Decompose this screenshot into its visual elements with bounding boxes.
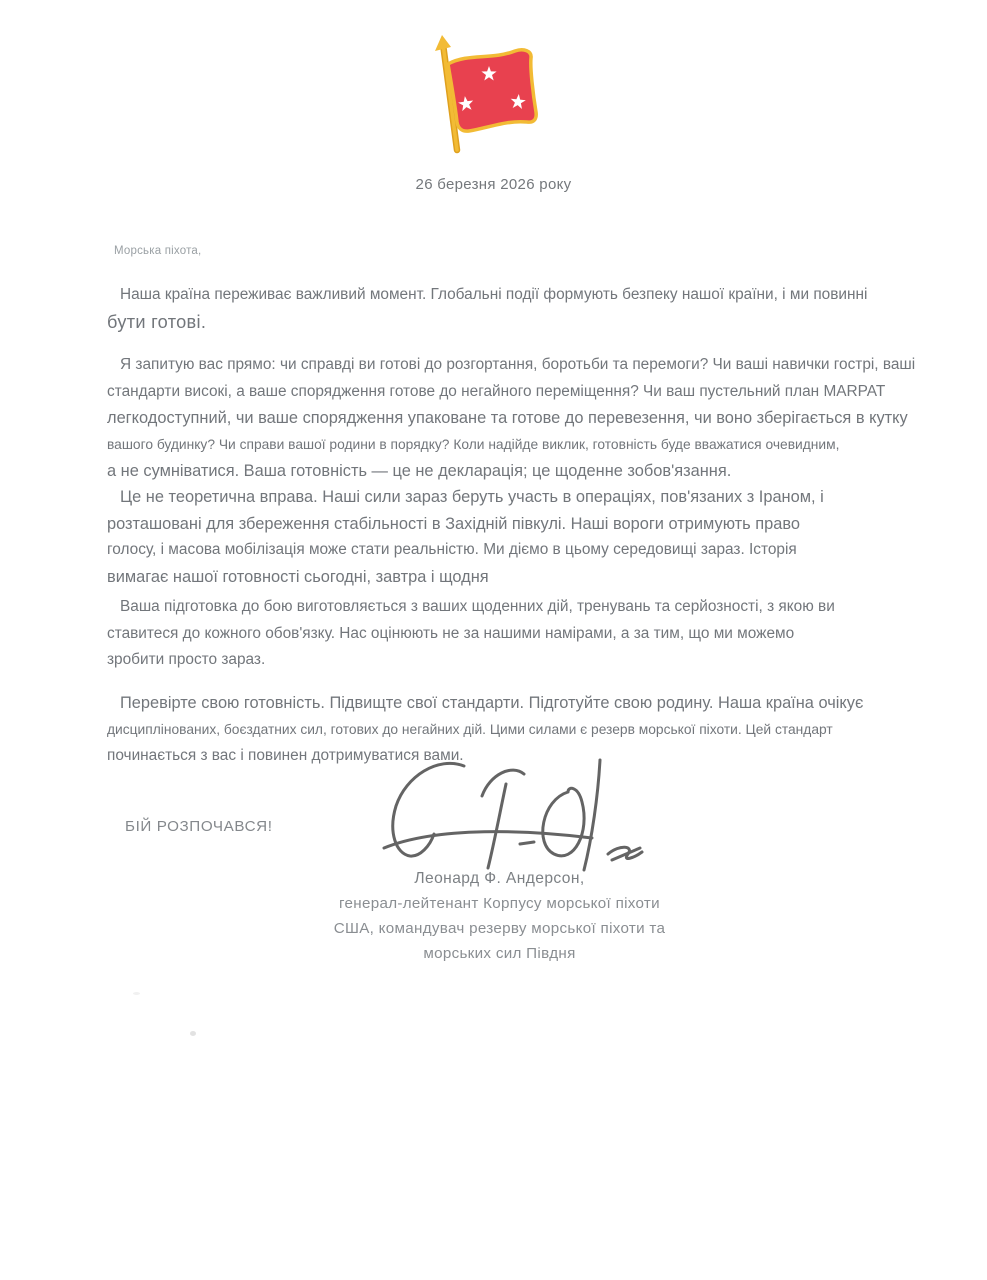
letter-line: голосу, і масова мобілізація може стати реальністю. Ми діємо в цьому середовищі зараз. Історія: [107, 541, 797, 558]
scan-speck: [190, 1031, 196, 1036]
letter-line: зробити просто зараз.: [107, 651, 266, 668]
signatory-title-line: генерал-лейтенант Корпусу морської піхоти: [339, 895, 660, 912]
three-star-flag-icon: [428, 34, 552, 158]
scan-speck: [133, 992, 140, 995]
signatory-name: Леонард Ф. Андерсон,: [414, 870, 585, 887]
letter-line: Наша країна переживає важливий момент. Глобальні події формують безпеку нашої країни, і ми повинні: [120, 286, 868, 303]
letter-line: Я запитую вас прямо: чи справді ви готові до розгортання, боротьби та перемоги? Чи ваші навички гострі, ваші: [120, 356, 916, 373]
paragraph-2: [107, 352, 916, 485]
flag-svg: [428, 34, 552, 158]
letter-line: починається з вас і повинен дотримуватися вами.: [107, 747, 464, 764]
letter-line: стандарти високі, а ваше спорядження готове до негайного переміщення? Чи ваш пустельний план MARPAT: [107, 382, 886, 400]
paragraph-1: [107, 282, 895, 335]
letter-line: бути готові.: [107, 311, 207, 332]
letter-line: дисциплінованих, боєздатних сил, готових до негайних дій. Цими силами є резерв морської піхоти. Цей стандарт: [107, 721, 833, 737]
letter-line: а не сумніватися. Ваша готовність — це не декларація; це щоденне зобов'язання.: [107, 462, 732, 480]
handwritten-signature: [378, 754, 646, 876]
letter-line: Ваша підготовка до бою виготовляється з ваших щоденних дій, тренувань та серйозності, з якою ви: [120, 598, 835, 615]
closing-line: БІЙ РОЗПОЧАВСЯ!: [125, 818, 273, 835]
signatory-title-line: морських сил Півдня: [423, 945, 576, 962]
flag-spearhead-icon: [435, 35, 451, 51]
paragraph-4: [107, 594, 895, 674]
letter-date: 26 березня 2026 року: [415, 176, 572, 193]
letter-line: Перевірте свою готовність. Підвищте свої стандарти. Підготуйте свою родину. Наша країна очікує: [120, 694, 864, 712]
letter-line: вимагає нашої готовності сьогодні, завтра і щодня: [107, 567, 489, 586]
signatory-title-line: США, командувач резерву морської піхоти та: [333, 920, 666, 937]
letter-line: розташовані для збереження стабільності в Західній півкулі. Наші вороги отримують право: [107, 514, 800, 533]
salutation: Морська піхота,: [114, 245, 202, 257]
letter-line: ставитеся до кожного обов'язку. Нас оцінюють не за нашими намірами, а за тим, що ми можемо: [107, 624, 795, 642]
letter-line: легкодоступний, чи ваше спорядження упаковане та готове до перевезення, чи воно зберігається в кутку: [107, 409, 908, 427]
signature-block: [0, 866, 987, 966]
flag-cloth: [448, 50, 536, 131]
signature-svg: [378, 754, 646, 876]
letter-line: вашого будинку? Чи справи вашої родини в порядку? Коли надійде виклик, готовність буде вважатися очевидним,: [107, 436, 840, 452]
letter-line: Це не теоретична вправа. Наші сили зараз беруть участь в операціях, пов'язаних з Іраном, і: [120, 488, 824, 506]
paragraph-3: [107, 484, 895, 590]
